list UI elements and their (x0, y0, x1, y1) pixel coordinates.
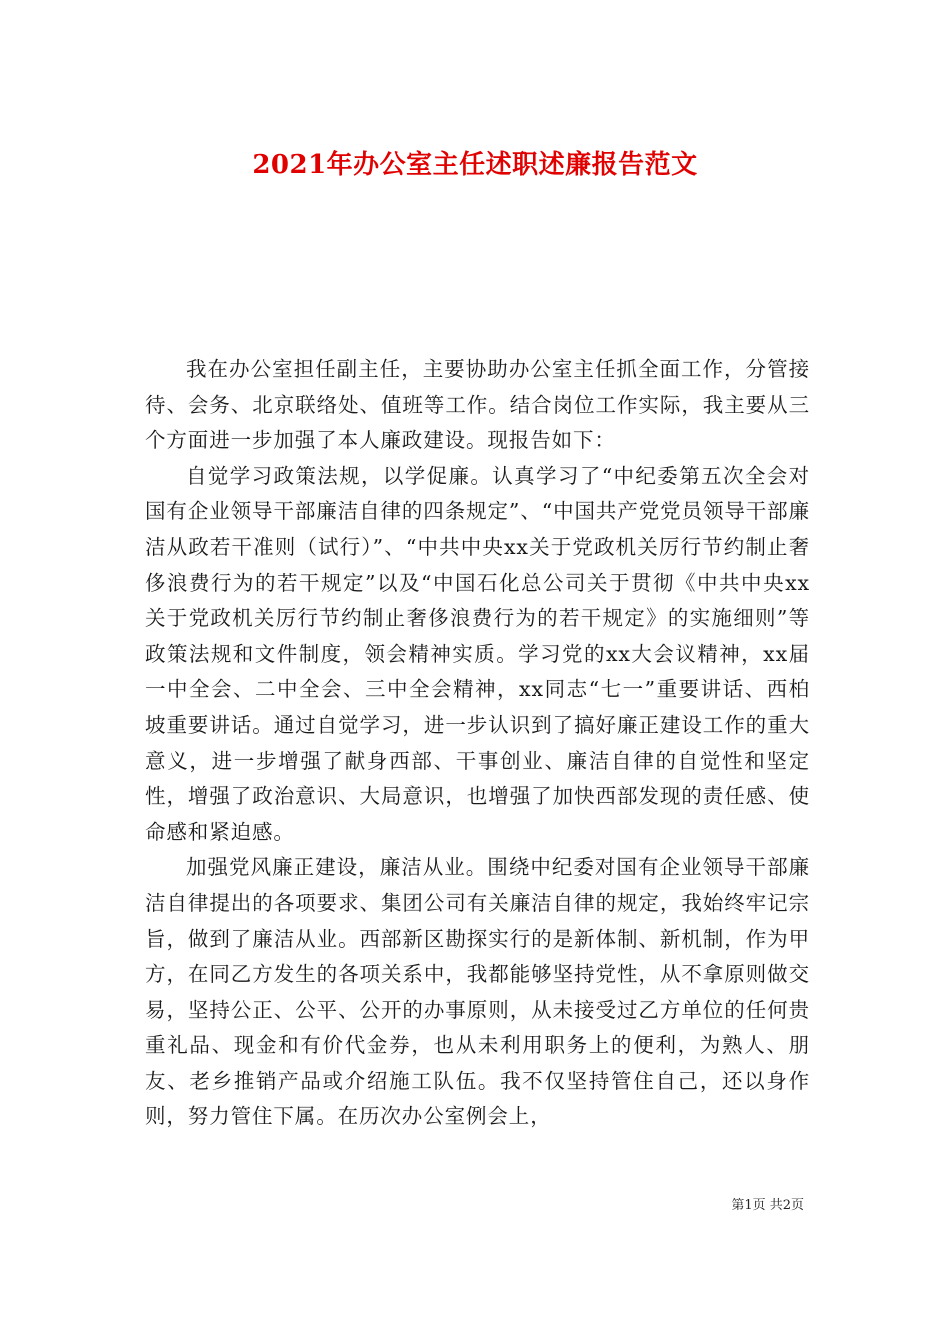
paragraph-integrity: 加强党风廉正建设，廉洁从业。围绕中纪委对国有企业领导干部廉洁自律提出的各项要求、集团公司有关廉洁自律的规定，我始终牢记宗旨，做到了廉洁从业。西部新区勘探实行的是新体制、新机制，作为甲方，在同乙方发生的各项关系中，我都能够坚持党性，从不拿原则做交易，坚持公正、公平、公开的办事原则，从未接受过乙方单位的任何贵重礼品、现金和有价代金券，也从未利用职务上的便利，为熟人、朋友、老乡推销产品或介绍施工队伍。我不仅坚持管住自己，还以身作则，努力管住下属。在历次办公室例会上， (145, 855, 810, 1129)
document-body (145, 352, 810, 1135)
paragraph-intro: 我在办公室担任副主任，主要协助办公室主任抓全面工作，分管接待、会务、北京联络处、值班等工作。结合岗位工作实际，我主要从三个方面进一步加强了本人廉政建设。现报告如下： (145, 357, 810, 453)
page-number-footer: 第1页 共2页 (731, 1198, 804, 1213)
paragraph-study: 自觉学习政策法规，以学促廉。认真学习了“中纪委第五次全会对国有企业领导干部廉洁自律的四条规定”、“中国共产党党员领导干部廉洁从政若干准则（试行）”、“中共中央xx关于党政机关厉行节约制止奢侈浪费行为的若干规定”以及“中国石化总公司关于贯彻《中共中央xx关于党政机关厉行节约制止奢侈浪费行为的若干规定》的实施细则”等政策法规和文件制度，领会精神实质。学习党的xx大会议精神，xx届一中全会、二中全会、三中全会精神，xx同志“七一”重要讲话、西柏坡重要讲话。通过自觉学习，进一步认识到了搞好廉正建设工作的重大意义，进一步增强了献身西部、干事创业、廉洁自律的自觉性和坚定性，增强了政治意识、大局意识，也增强了加快西部发现的责任感、使命感和紧迫感。 (145, 463, 810, 844)
document-title: 2021年办公室主任述职述廉报告范文 (252, 150, 698, 181)
